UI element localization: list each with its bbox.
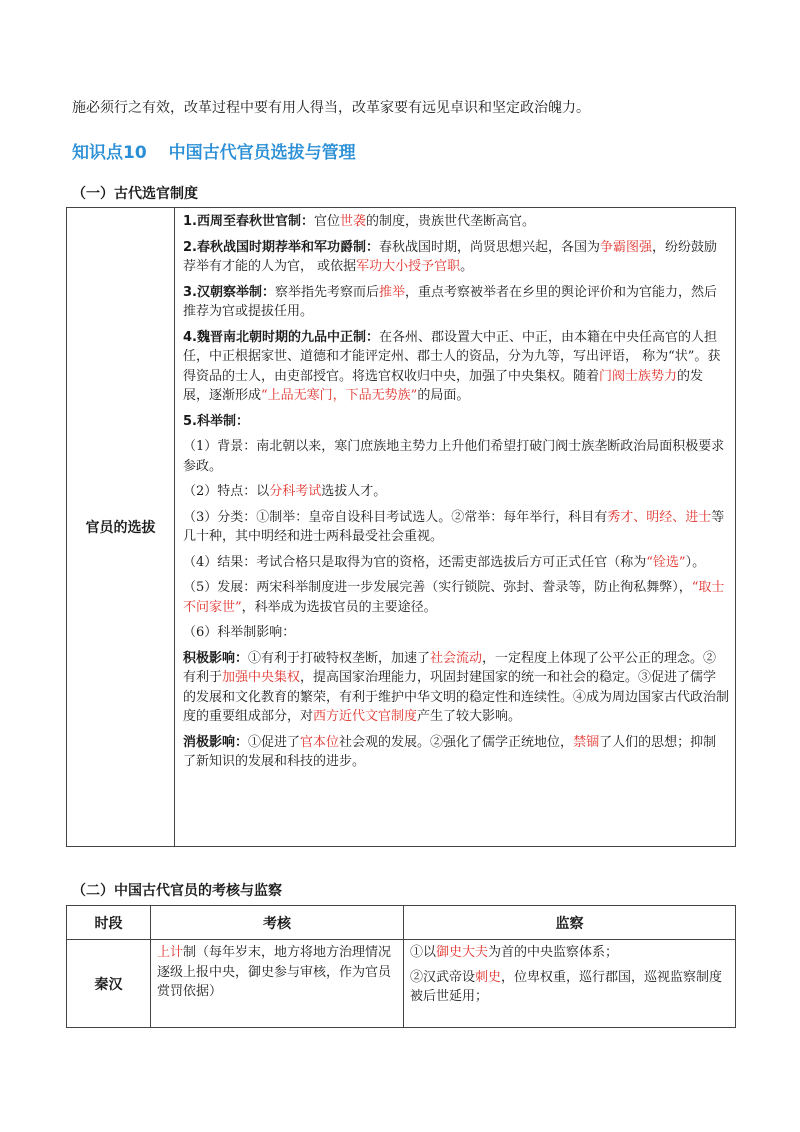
exam-cell [151, 940, 404, 1028]
text: ，纷纷鼓励荐举有才能的人为官， 或依据 [183, 239, 718, 274]
highlight-text: 社会流动 [430, 650, 483, 666]
item-shiguan [183, 212, 729, 232]
text: （3）分类：①制举：皇帝自设科目考试选人。②常举：每年举行，科目有 [183, 509, 608, 525]
text: 了人们的思想；抑制了新知识的发展和科技的进步。 [183, 734, 717, 769]
text: 在各州、郡设置大中正、中正，由本籍在中央任高官的人担任，中正根据家世、道德和才能评定州、郡士人的资品，分为九等，写出评语， 称为“状”。获得资品的士人，由吏部授官。将选官权收归中央，加强了中央集权。随着 [183, 329, 721, 384]
row-label-cell: 官员的选拔 [67, 208, 175, 847]
text: ②汉武帝设 [410, 969, 476, 985]
text: 春秋战国时期，尚贤思想兴起，各国为 [378, 239, 600, 255]
text: （2）特点：以 [183, 484, 270, 499]
highlight-text: 门阀士族势力 [599, 368, 678, 384]
keju-impact-title: （6）科举制影响： [183, 625, 296, 640]
text: 社会观的发展。②强化了儒学正统地位， [339, 734, 574, 750]
keju-result [183, 553, 729, 573]
table-row [67, 940, 736, 1028]
item-jiupin [183, 328, 729, 406]
text: ①有利于打破特权垄断，加速了 [248, 650, 431, 666]
supervision-item [410, 968, 729, 1007]
section1-title: （一）古代选官制度 [72, 186, 198, 202]
item-chaju [183, 283, 729, 322]
text: 选拔人才。 [321, 484, 387, 499]
knowledge-point-heading [72, 138, 356, 163]
keju-background: （1）背景：南北朝以来，寒门庶族地主势力上升他们希望打破门阀士族垄断政治局面积极要求参政。 [183, 439, 725, 474]
section2-title: （二）中国古代官员的考核与监察 [72, 883, 282, 899]
text: ①促进了 [248, 734, 301, 750]
item-head: 1.西周至春秋世官制： [183, 214, 314, 229]
highlight-text: 御史大夫 [436, 945, 489, 960]
item-head: 3.汉朝察举制： [183, 284, 275, 300]
text: 的制度，贵族世代垄断高官。 [366, 214, 536, 229]
highlight-text: “上品无寒门，下品无势族” [261, 388, 418, 403]
highlight-text: 推举 [379, 284, 406, 300]
supervision-item [410, 943, 729, 963]
highlight-text: 刺史 [475, 969, 502, 985]
item-head: 4.魏晋南北朝时期的九品中正制： [183, 329, 379, 345]
text: 制（每年岁末，地方将地方治理情况逐级上报中央，御史参与审核，作为官员赏罚依据） [157, 945, 392, 999]
highlight-text: 官本位 [300, 734, 340, 750]
table-header-row [67, 906, 736, 940]
header-period: 时段 [67, 906, 151, 940]
knowledge-point-number: 知识点10 [72, 143, 147, 163]
highlight-text: 上计 [157, 945, 184, 960]
selection-system-table [66, 207, 736, 847]
period-cell: 秦汉 [67, 940, 151, 1028]
text: （5）发展：两宋科举制度进一步发展完善（实行锁院、弥封、誊录等，防止徇私舞弊）， [183, 580, 692, 595]
text: ）。 [685, 554, 706, 570]
text: 为首的中央监察体系； [488, 945, 619, 960]
highlight-text: 加强中央集权 [222, 670, 301, 685]
highlight-text: 禁锢 [573, 734, 600, 750]
text: 。 [460, 259, 474, 274]
selection-content-cell [175, 208, 736, 847]
highlight-text: 军功大小授予官职 [356, 259, 461, 274]
highlight-text: 分科考试 [269, 484, 322, 499]
header-exam: 考核 [151, 906, 404, 940]
text: 产生了较大影响。 [417, 709, 522, 724]
item-head: 2.春秋战国时期荐举和军功爵制： [183, 239, 379, 255]
impact-head: 消极影响： [183, 734, 249, 750]
text: 的局面。 [417, 388, 470, 403]
highlight-text: 世袭 [340, 214, 367, 229]
header-supervision: 监察 [404, 906, 736, 940]
assessment-supervision-table [66, 905, 736, 1028]
keju-feature [183, 482, 729, 502]
text: ，重点考察被举者在乡里的舆论评价和为官能力，然后推荐为官或提拔任用。 [183, 284, 718, 319]
item-head: 5.科举制： [183, 413, 249, 429]
highlight-text: 争霸图强 [600, 239, 653, 255]
keju-negative-impact [183, 733, 729, 772]
text: ，科举成为选拔官员的主要途径。 [241, 599, 437, 615]
highlight-text: 西方近代文官制度 [313, 709, 418, 724]
intro-paragraph: 施必须行之有效，改革过程中要有用人得当，改革家要有远见卓识和坚定政治魄力。 [72, 100, 590, 116]
item-keju-head [183, 412, 729, 432]
keju-development [183, 578, 729, 617]
impact-head: 积极影响： [183, 650, 249, 666]
keju-positive-impact [183, 649, 729, 727]
text: 的发展，逐渐形成 [183, 368, 704, 403]
text: ①以 [410, 945, 437, 960]
keju-category [183, 508, 729, 547]
text: （4）结果：考试合格只是取得为官的资格，还需吏部选拔后方可正式任官（称为 [183, 554, 647, 570]
item-jianju [183, 238, 729, 277]
text: ，一定程度上体现了公平公正的理念。②有利于 [183, 650, 717, 685]
text: 官位 [313, 214, 340, 229]
text: 察举指先考察而后 [274, 284, 379, 300]
text: 等几十种，其中明经和进士两科最受社会重视。 [183, 509, 725, 544]
supervision-cell [404, 940, 736, 1028]
text: ，提高国家治理能力，巩固封建国家的统一和社会的稳定。③促进了儒学的发展和文化教育的繁荣，有利于维护中华文明的稳定性和连续性。④成为周边国家古代政治制度的重要组成部分，对 [183, 670, 730, 724]
text: ，位卑权重，巡行郡国，巡视监察制度被后世延用； [410, 969, 723, 1004]
highlight-text: “铨选” [646, 554, 686, 570]
knowledge-point-title: 中国古代官员选拔与管理 [168, 143, 356, 163]
highlight-text: 秀才、明经、进士 [607, 509, 712, 525]
highlight-text: “取士不问家世” [183, 580, 725, 615]
